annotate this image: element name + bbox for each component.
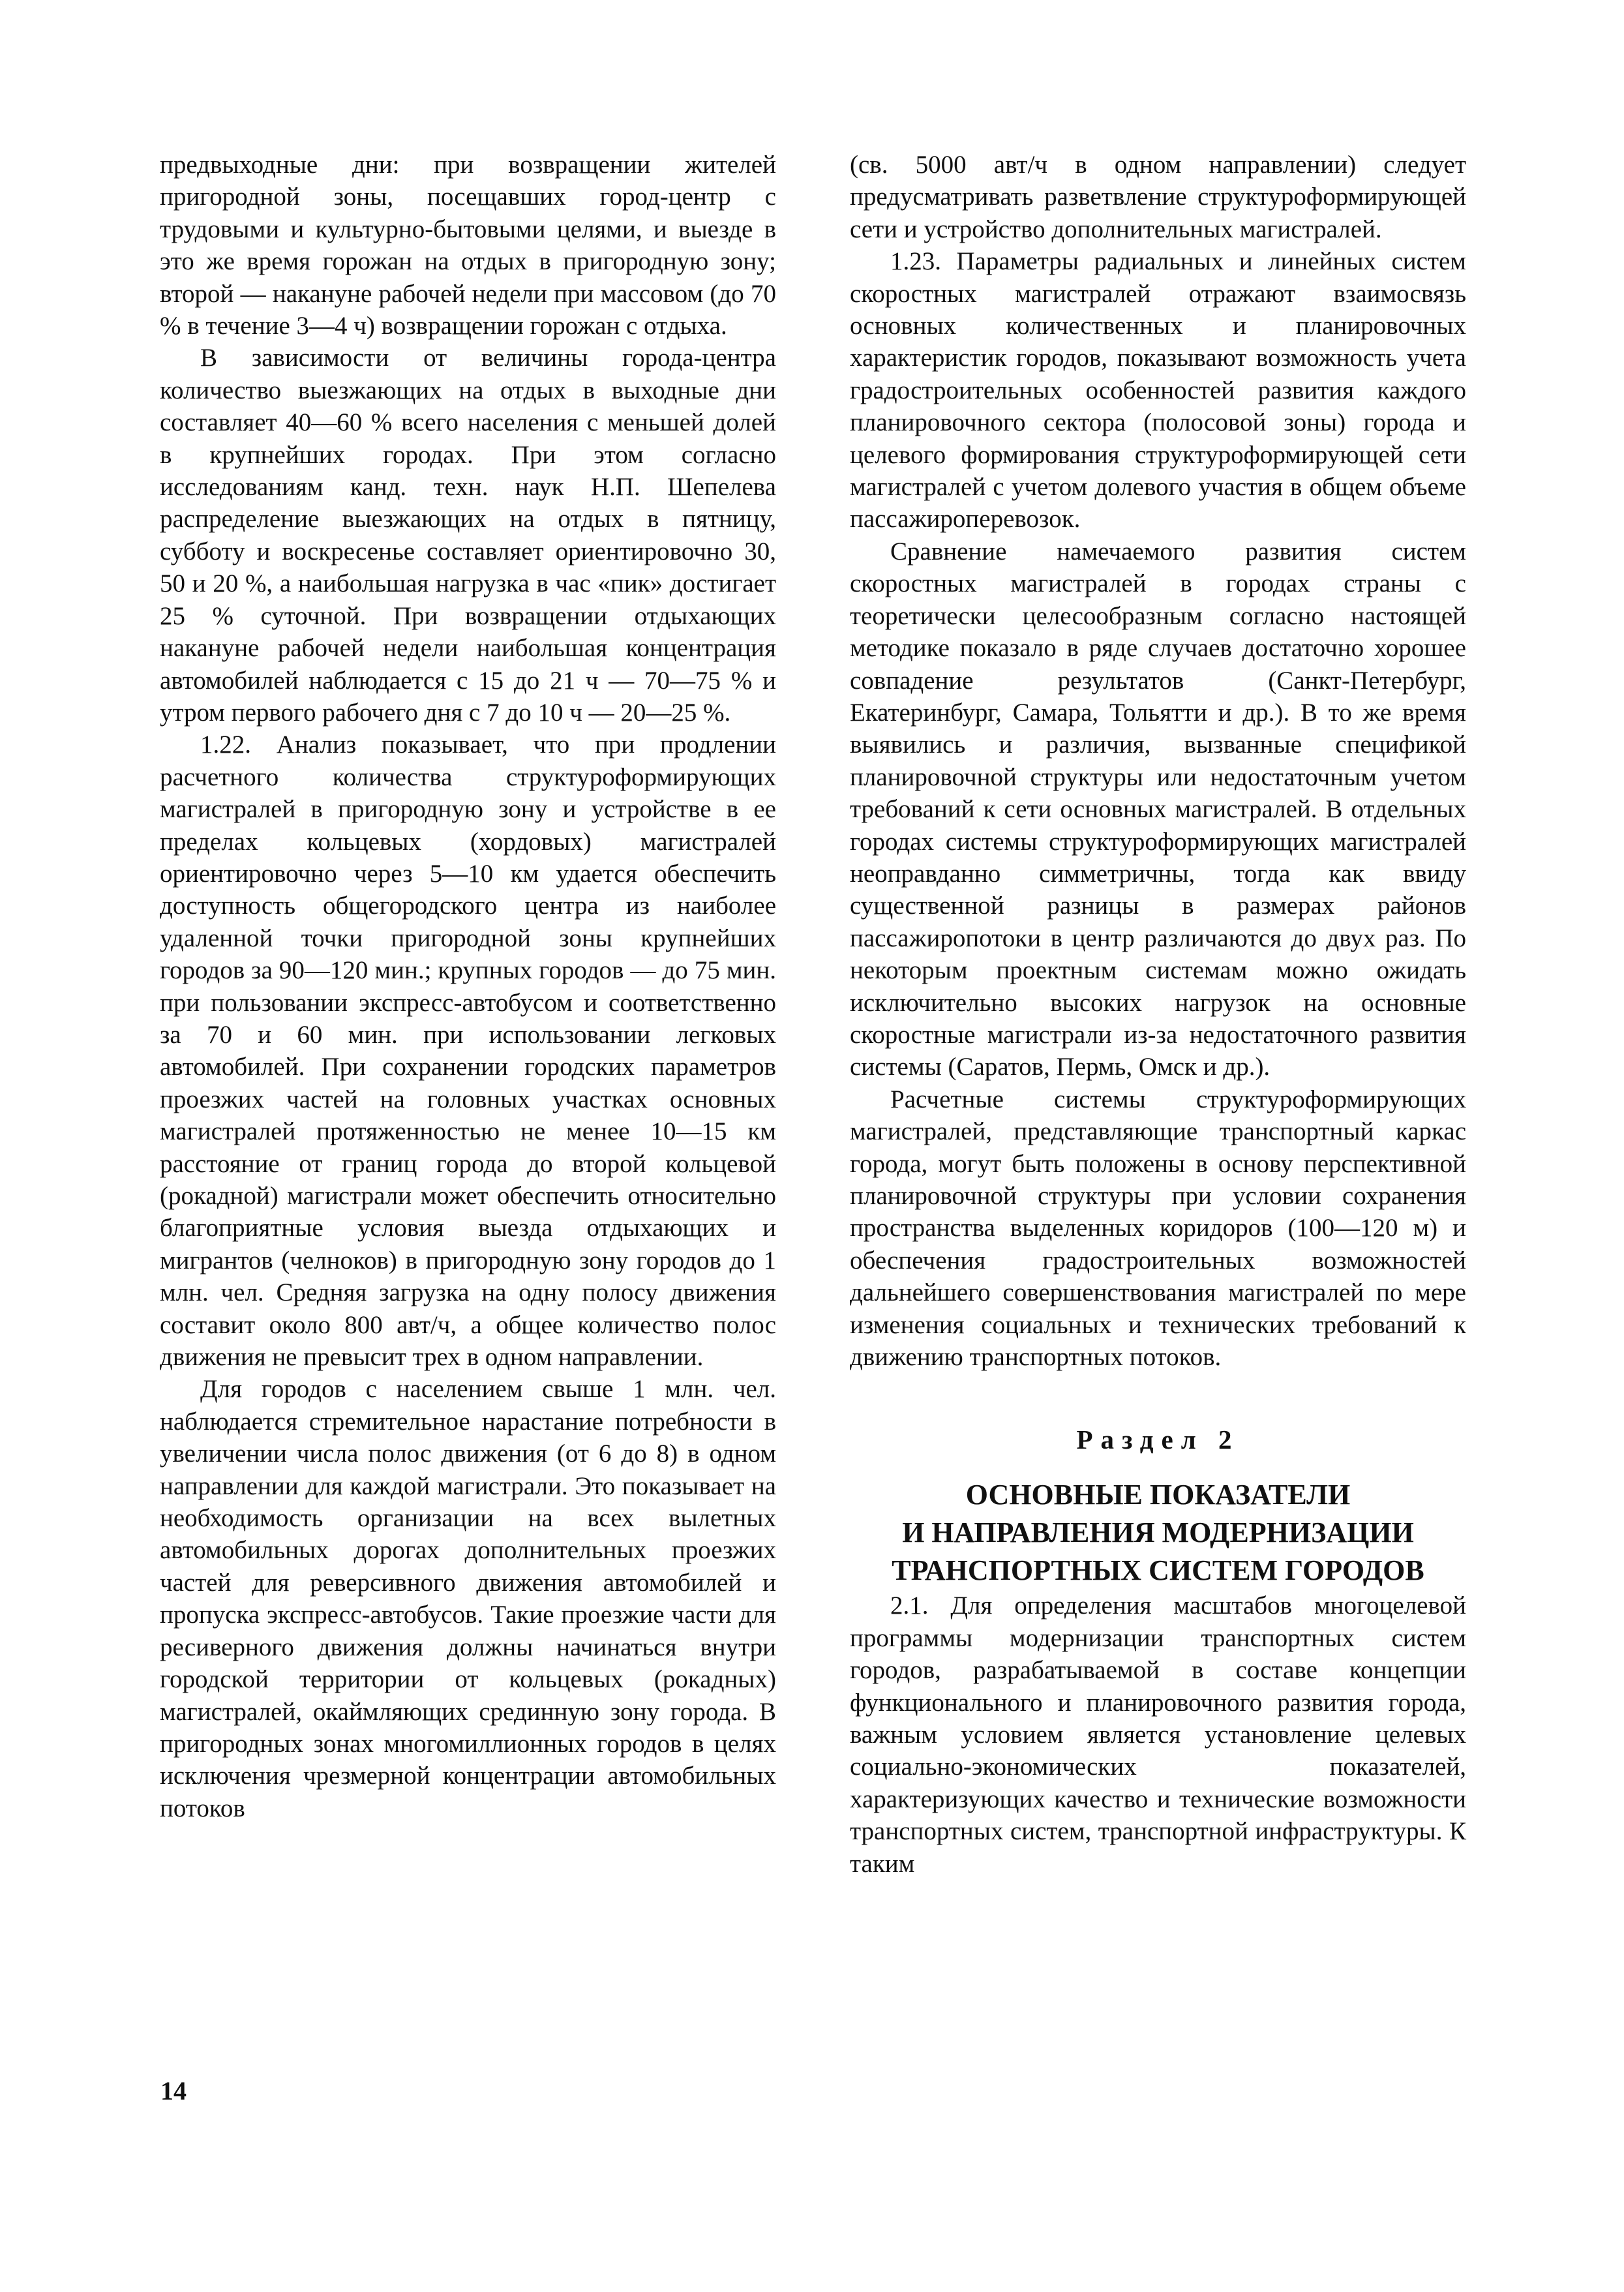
paragraph: 1.22. Анализ показывает, что при продлении расчетного количества структуроформирующих магистралей в пригородную зону и устройстве в ее пределах кольцевых (хордовых) магистралей ориентировочно через 5—10 км удается обеспечить доступность общегородского центра из наиболее удаленной точки пригородной зоны крупнейших городов за 90—120 мин.; крупных городов — до 75 мин. при пользовании экспресс-автобусом и соответственно за 70 и 60 мин. при использовании легковых автомобилей. При сохранении городских параметров проезжих частей на головных участках основных магистралей протяженностью не менее 10—15 км расстояние от границ города до второй кольцевой (рокадной) магистрали может обеспечить относительно благоприятные условия выезда отдыхающих и мигрантов (челноков) в пригородную зону городов до 1 млн. чел. Средняя загрузка на одну полосу движения составит около 800 авт/ч, а общее количество полос движения не превысит трех в одном направлении. bbox=[160, 731, 776, 1372]
paragraph: (св. 5000 авт/ч в одном направлении) следует предусматривать разветвление структуроформирующей сети и устройство дополнительных магистралей. bbox=[850, 151, 1466, 243]
left-column bbox=[160, 149, 776, 1824]
paragraph: Расчетные системы структуроформирующих магистралей, представляющие транспортный каркас города, могут быть положены в основу перспективной планировочной структуры при условии сохранения пространства выделенных коридоров (100—120 м) и обеспечения градостроительных возможностей дальнейшего совершенствования магистралей по мере изменения социальных и технических требований к движению транспортных потоков. bbox=[850, 1085, 1466, 1372]
page-number: 14 bbox=[160, 2076, 187, 2105]
paragraph: Сравнение намечаемого развития систем скоростных магистралей в городах страны с теоретически целесообразным согласно настоящей методике показало в ряде случаев достаточно хорошее совпадение результатов (Санкт-Петербург, Екатеринбург, Самара, Тольятти и др.). В то же время выявились и различия, вызванные спецификой планировочной структуры или недостаточным учетом требований к сети основных магистралей. В отдельных городах системы структуроформирующих магистралей неоправданно симметричны, тогда как ввиду существенной разницы в размерах районов пассажиропотоки в центр различаются до двух раз. По некоторым проектным системам можно ожидать исключительно высоких нагрузок на основные скоростные магистрали из-за недостаточного развития системы (Саратов, Пермь, Омск и др.). bbox=[850, 537, 1466, 1081]
section-title-line: И НАПРАВЛЕНИЯ МОДЕРНИЗАЦИИ bbox=[902, 1516, 1414, 1549]
section-title-line: ТРАНСПОРТНЫХ СИСТЕМ ГОРОДОВ bbox=[892, 1554, 1424, 1587]
right-column bbox=[850, 149, 1466, 1880]
paragraph: В зависимости от величины города-центра количество выезжающих на отдых в выходные дни составляет 40—60 % всего населения с меньшей долей в крупнейших городах. При этом согласно исследованиям канд. техн. наук Н.П. Шепелева распределение выезжающих на отдых в пятницу, субботу и воскресенье составляет ориентировочно 30, 50 и 20 %, а наибольшая нагрузка в час «пик» достигает 25 % суточной. При возвращении отдыхающих накануне рабочей недели наибольшая концентрация автомобилей наблюдается с 15 до 21 ч — 70—75 % и утром первого рабочего дня с 7 до 10 ч — 20—25 %. bbox=[160, 344, 776, 727]
paragraph: 1.23. Параметры радиальных и линейных систем скоростных магистралей отражают взаимосвязь основных количественных и планировочных характеристик городов, показывают возможность учета градостроительных особенностей развития каждого планировочного сектора (полосовой зоны) города и целевого формирования структуроформирующей сети магистралей с учетом долевого участия в общем объеме пассажироперевозок. bbox=[850, 247, 1466, 534]
paragraph: предвыходные дни: при возвращении жителей пригородной зоны, посещавших город-центр с трудовыми и культурно-бытовыми целями, и выезде в это же время горожан на отдых в пригородную зону; второй — накануне рабочей недели при массовом (до 70 % в течение 3—4 ч) возвращении горожан с отдыха. bbox=[160, 151, 776, 340]
section-title-line: ОСНОВНЫЕ ПОКАЗАТЕЛИ bbox=[965, 1479, 1351, 1511]
paragraph: Для городов с населением свыше 1 млн. чел. наблюдается стремительное нарастание потребности в увеличении числа полос движения (от 6 до 8) в одном направлении для каждой магистрали. Это показывает на необходимость организации на всех вылетных автомобильных дорогах дополнительных проезжих частей для реверсивного движения автомобилей и пропуска экспресс-автобусов. Такие проезжие части для ресиверного движения должны начинаться внутри городской территории от кольцевых (рокадных) магистралей, окаймляющих срединную зону города. В пригородных зонах многомиллионных городов в целях исключения чрезмерной концентрации автомобильных потоков bbox=[160, 1375, 776, 1822]
paragraph: 2.1. Для определения масштабов многоцелевой программы модернизации транспортных систем городов, разрабатываемой в составе концепции функционального и планировочного развития города, важным условием является установление целевых социально-экономических показателей, характеризующих качество и технические возможности транспортных систем, транспортной инфраструктуры. К таким bbox=[850, 1591, 1466, 1878]
section-title bbox=[850, 1476, 1466, 1590]
section-label: Раздел 2 bbox=[1076, 1425, 1240, 1455]
section-heading bbox=[850, 1423, 1466, 1590]
